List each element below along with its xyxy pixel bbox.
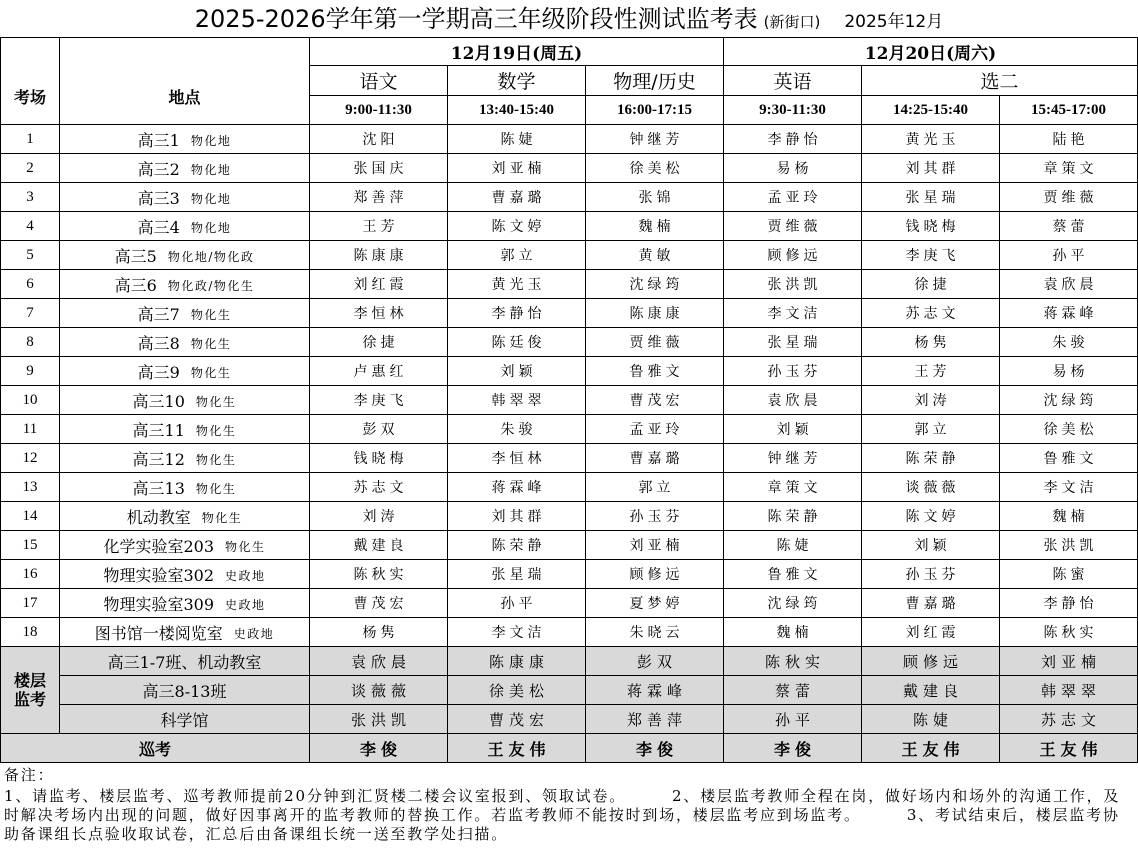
floor-proctor-math: 陈康康 xyxy=(448,647,586,676)
proctor-math: 刘亚楠 xyxy=(448,154,586,183)
room-location-name: 高三12 xyxy=(132,449,185,469)
room-location-name: 高三10 xyxy=(132,391,185,411)
room-location-name: 高三2 xyxy=(137,159,180,179)
room-track-combo: 史政地 xyxy=(225,597,266,612)
room-location xyxy=(60,386,310,415)
room-number: 14 xyxy=(1,502,60,531)
proctor-elective-2-session-2: 陈蜜 xyxy=(1000,560,1138,589)
room-column-label: 考场 xyxy=(13,87,46,107)
proctor-chinese: 戴建良 xyxy=(310,531,448,560)
room-location-name: 物理实验室309 xyxy=(103,594,215,614)
proctor-math: 李文洁 xyxy=(448,618,586,647)
proctor-chinese: 卢惠红 xyxy=(310,357,448,386)
room-location xyxy=(60,415,310,444)
patrol-proctor-chinese: 李俊 xyxy=(310,734,448,763)
proctor-elective-2-session-2: 朱骏 xyxy=(1000,328,1138,357)
proctor-chinese: 徐捷 xyxy=(310,328,448,357)
proctor-math: 蒋霖峰 xyxy=(448,473,586,502)
proctor-elective-2-session-2: 蔡蕾 xyxy=(1000,212,1138,241)
proctor-physics-history: 顾修远 xyxy=(586,560,724,589)
proctor-elective-2-session-1: 苏志文 xyxy=(862,299,1000,328)
proctor-english: 孟亚玲 xyxy=(724,183,862,212)
patrol-proctor-physics-history: 李俊 xyxy=(586,734,724,763)
time-elective-2-session-1: 14:25-15:40 xyxy=(862,96,1000,125)
proctor-chinese: 刘涛 xyxy=(310,502,448,531)
proctor-chinese: 陈秋实 xyxy=(310,560,448,589)
proctor-physics-history: 朱晓云 xyxy=(586,618,724,647)
floor-proctor-label: 楼层监考 xyxy=(13,671,46,709)
proctor-chinese: 杨隽 xyxy=(310,618,448,647)
room-track-combo: 物化生 xyxy=(195,423,237,438)
room-track-combo: 物化地 xyxy=(190,220,232,235)
room-location xyxy=(60,357,310,386)
room-location xyxy=(60,241,310,270)
room-track-combo: 物化生 xyxy=(225,539,266,554)
proctor-english: 李文洁 xyxy=(724,299,862,328)
room-location xyxy=(60,618,310,647)
room-location-name: 高三11 xyxy=(132,420,185,440)
proctor-elective-2-session-1: 谈薇薇 xyxy=(862,473,1000,502)
subject-chinese: 语文 xyxy=(310,66,448,96)
floor-proctor-chinese: 张洪凯 xyxy=(310,705,448,734)
floor-proctor-chinese: 袁欣晨 xyxy=(310,647,448,676)
floor-area: 高三1-7班、机动教室 xyxy=(60,647,310,676)
room-location-name: 化学实验室203 xyxy=(103,536,215,556)
patrol-proctor-english: 李俊 xyxy=(724,734,862,763)
room-location-name: 高三1 xyxy=(137,130,180,150)
proctor-physics-history: 夏梦婷 xyxy=(586,589,724,618)
notes-label: 备注： xyxy=(4,766,55,784)
proctor-english: 孙玉芬 xyxy=(724,357,862,386)
proctor-elective-2-session-2: 徐美松 xyxy=(1000,415,1138,444)
room-location xyxy=(60,531,310,560)
room-number: 4 xyxy=(1,212,60,241)
room-track-combo: 物化地/物化政 xyxy=(167,249,255,264)
room-number: 13 xyxy=(1,473,60,502)
proctor-elective-2-session-2: 贾维薇 xyxy=(1000,183,1138,212)
floor-proctor-physics-history: 彭双 xyxy=(586,647,724,676)
room-number: 12 xyxy=(1,444,60,473)
title-main: 2025-2026学年第一学期高三年级阶段性测试监考表 xyxy=(194,5,758,33)
proctor-elective-2-session-2: 张洪凯 xyxy=(1000,531,1138,560)
room-number: 10 xyxy=(1,386,60,415)
room-track-combo: 物化生 xyxy=(190,365,232,380)
floor-area: 科学馆 xyxy=(60,705,310,734)
room-number: 3 xyxy=(1,183,60,212)
subject-math: 数学 xyxy=(448,66,586,96)
proctor-elective-2-session-2: 沈绿筠 xyxy=(1000,386,1138,415)
proctor-math: 李恒林 xyxy=(448,444,586,473)
room-location-name: 高三3 xyxy=(137,188,180,208)
proctor-math: 张星瑞 xyxy=(448,560,586,589)
proctor-elective-2-session-1: 孙玉芬 xyxy=(862,560,1000,589)
room-track-combo: 史政地 xyxy=(233,626,275,641)
proctor-english: 易杨 xyxy=(724,154,862,183)
room-location xyxy=(60,270,310,299)
proctor-chinese: 陈康康 xyxy=(310,241,448,270)
notes-body xyxy=(4,787,1132,844)
proctor-chinese: 张国庆 xyxy=(310,154,448,183)
proctor-math: 刘其群 xyxy=(448,502,586,531)
proctor-math: 郭立 xyxy=(448,241,586,270)
room-track-combo: 物化地 xyxy=(190,191,232,206)
proctor-elective-2-session-1: 陈荣静 xyxy=(862,444,1000,473)
floor-proctor-header xyxy=(1,647,60,734)
proctor-elective-2-session-1: 郭立 xyxy=(862,415,1000,444)
room-number: 18 xyxy=(1,618,60,647)
room-number: 2 xyxy=(1,154,60,183)
proctor-english: 张星瑞 xyxy=(724,328,862,357)
room-track-combo: 物化生 xyxy=(195,394,237,409)
floor-proctor-english: 陈秋实 xyxy=(724,647,862,676)
room-track-combo: 物化地 xyxy=(190,133,232,148)
proctor-physics-history: 孙玉芬 xyxy=(586,502,724,531)
day-2-header: 12月20日(周六) xyxy=(724,38,1138,66)
proctor-english: 贾维薇 xyxy=(724,212,862,241)
room-location xyxy=(60,154,310,183)
room-location-name: 高三5 xyxy=(114,246,157,266)
proctor-physics-history: 郭立 xyxy=(586,473,724,502)
note-item: 3、考试结束后，楼层监考协助备课组长点验收取试卷，汇总后由备课组长统一送至教学处扫描。 xyxy=(4,806,1120,843)
proctor-english: 刘颖 xyxy=(724,415,862,444)
patrol-proctor-math: 王友伟 xyxy=(448,734,586,763)
floor-proctor-elective-2-session-2: 韩翠翠 xyxy=(1000,676,1138,705)
floor-proctor-elective-2-session-2: 苏志文 xyxy=(1000,705,1138,734)
time-math: 13:40-15:40 xyxy=(448,96,586,125)
subject-physics-history: 物理/历史 xyxy=(586,66,724,96)
time-elective-2-session-2: 15:45-17:00 xyxy=(1000,96,1138,125)
proctor-math: 李静怡 xyxy=(448,299,586,328)
room-location xyxy=(60,444,310,473)
proctor-elective-2-session-2: 陆艳 xyxy=(1000,125,1138,154)
room-track-combo: 物化生 xyxy=(195,481,237,496)
room-track-combo: 物化生 xyxy=(190,307,232,322)
floor-proctor-english: 蔡蕾 xyxy=(724,676,862,705)
time-english: 9:30-11:30 xyxy=(724,96,862,125)
proctor-elective-2-session-2: 魏楠 xyxy=(1000,502,1138,531)
room-location-name: 图书馆一楼阅览室 xyxy=(94,623,223,643)
floor-proctor-chinese: 谈薇薇 xyxy=(310,676,448,705)
proctor-physics-history: 孟亚玲 xyxy=(586,415,724,444)
proctor-english: 袁欣晨 xyxy=(724,386,862,415)
proctor-elective-2-session-1: 黄光玉 xyxy=(862,125,1000,154)
room-location-name: 物理实验室302 xyxy=(103,565,215,585)
room-location-name: 高三4 xyxy=(137,217,180,237)
room-number: 9 xyxy=(1,357,60,386)
proctor-english: 钟继芳 xyxy=(724,444,862,473)
floor-proctor-math: 曹茂宏 xyxy=(448,705,586,734)
room-number: 6 xyxy=(1,270,60,299)
room-number: 7 xyxy=(1,299,60,328)
room-location xyxy=(60,328,310,357)
proctor-english: 魏楠 xyxy=(724,618,862,647)
room-location-name: 高三7 xyxy=(137,304,180,324)
proctor-elective-2-session-1: 张星瑞 xyxy=(862,183,1000,212)
proctor-chinese: 沈阳 xyxy=(310,125,448,154)
room-track-combo: 物化生 xyxy=(195,452,237,467)
room-location xyxy=(60,183,310,212)
proctor-elective-2-session-1: 徐捷 xyxy=(862,270,1000,299)
proctor-math: 陈荣静 xyxy=(448,531,586,560)
proctor-elective-2-session-2: 李静怡 xyxy=(1000,589,1138,618)
location-column-label: 地点 xyxy=(168,87,201,107)
floor-proctor-math: 徐美松 xyxy=(448,676,586,705)
proctor-chinese: 苏志文 xyxy=(310,473,448,502)
proctor-math: 刘颖 xyxy=(448,357,586,386)
proctor-english: 李静怡 xyxy=(724,125,862,154)
proctor-english: 陈婕 xyxy=(724,531,862,560)
room-location xyxy=(60,473,310,502)
room-location xyxy=(60,299,310,328)
floor-area: 高三8-13班 xyxy=(60,676,310,705)
proctor-elective-2-session-1: 王芳 xyxy=(862,357,1000,386)
floor-proctor-elective-2-session-1: 戴建良 xyxy=(862,676,1000,705)
patrol-proctor-elective-2-session-2: 王友伟 xyxy=(1000,734,1138,763)
proctor-elective-2-session-2: 袁欣晨 xyxy=(1000,270,1138,299)
proctor-elective-2-session-1: 杨隽 xyxy=(862,328,1000,357)
proctor-physics-history: 徐美松 xyxy=(586,154,724,183)
page-title xyxy=(0,0,1138,37)
proctor-english: 鲁雅文 xyxy=(724,560,862,589)
patrol-proctor-elective-2-session-1: 王友伟 xyxy=(862,734,1000,763)
proctor-elective-2-session-2: 易杨 xyxy=(1000,357,1138,386)
proctor-elective-2-session-2: 陈秋实 xyxy=(1000,618,1138,647)
proctor-math: 陈廷俊 xyxy=(448,328,586,357)
proctor-math: 陈婕 xyxy=(448,125,586,154)
room-track-combo: 物化生 xyxy=(190,336,232,351)
room-number: 16 xyxy=(1,560,60,589)
proctor-chinese: 李庚飞 xyxy=(310,386,448,415)
room-number: 8 xyxy=(1,328,60,357)
proctor-physics-history: 黄敏 xyxy=(586,241,724,270)
proctor-physics-history: 陈康康 xyxy=(586,299,724,328)
proctor-math: 朱骏 xyxy=(448,415,586,444)
proctor-english: 陈荣静 xyxy=(724,502,862,531)
note-item: 1、请监考、楼层监考、巡考教师提前20分钟到汇贤楼二楼会议室报到、领取试卷。 xyxy=(4,787,627,805)
subject-elective-2: 选二 xyxy=(862,66,1138,96)
note-item: 2、楼层监考教师全程在岗，做好场内和场外的沟通工作，及时解决考场内出现的问题，做好因事离开的监考教师的替换工作。若监考教师不能按时到场，楼层监考应到场监考。 xyxy=(4,787,1121,824)
proctor-physics-history: 魏楠 xyxy=(586,212,724,241)
patrol-label: 巡考 xyxy=(1,734,310,763)
room-number: 5 xyxy=(1,241,60,270)
proctor-elective-2-session-1: 陈文婷 xyxy=(862,502,1000,531)
proctor-english: 张洪凯 xyxy=(724,270,862,299)
proctor-math: 韩翠翠 xyxy=(448,386,586,415)
proctor-math: 孙平 xyxy=(448,589,586,618)
room-location xyxy=(60,589,310,618)
proctor-physics-history: 沈绿筠 xyxy=(586,270,724,299)
floor-proctor-elective-2-session-1: 陈婕 xyxy=(862,705,1000,734)
proctor-chinese: 曹茂宏 xyxy=(310,589,448,618)
proctor-elective-2-session-1: 刘颖 xyxy=(862,531,1000,560)
room-location xyxy=(60,212,310,241)
proctor-chinese: 刘红霞 xyxy=(310,270,448,299)
proctor-physics-history: 钟继芳 xyxy=(586,125,724,154)
proctor-english: 沈绿筠 xyxy=(724,589,862,618)
room-location-name: 机动教室 xyxy=(126,507,191,527)
proctor-elective-2-session-1: 李庚飞 xyxy=(862,241,1000,270)
floor-proctor-physics-history: 蒋霖峰 xyxy=(586,676,724,705)
room-location xyxy=(60,125,310,154)
proctor-elective-2-session-1: 刘涛 xyxy=(862,386,1000,415)
proctor-chinese: 彭双 xyxy=(310,415,448,444)
proctor-chinese: 钱晓梅 xyxy=(310,444,448,473)
proctor-elective-2-session-2: 鲁雅文 xyxy=(1000,444,1138,473)
proctor-chinese: 王芳 xyxy=(310,212,448,241)
title-date: 2025年12月 xyxy=(844,12,944,32)
proctor-physics-history: 张锦 xyxy=(586,183,724,212)
proctor-elective-2-session-2: 孙平 xyxy=(1000,241,1138,270)
floor-proctor-elective-2-session-2: 刘亚楠 xyxy=(1000,647,1138,676)
room-number: 15 xyxy=(1,531,60,560)
proctor-math: 陈文婷 xyxy=(448,212,586,241)
room-location xyxy=(60,560,310,589)
floor-proctor-elective-2-session-1: 顾修远 xyxy=(862,647,1000,676)
proctor-elective-2-session-2: 章策文 xyxy=(1000,154,1138,183)
proctor-elective-2-session-1: 钱晓梅 xyxy=(862,212,1000,241)
proctor-english: 章策文 xyxy=(724,473,862,502)
room-location xyxy=(60,502,310,531)
day-1-header: 12月19日(周五) xyxy=(310,38,724,66)
room-track-combo: 物化政/物化生 xyxy=(167,278,255,293)
title-campus: (新街口) xyxy=(763,13,821,31)
floor-proctor-physics-history: 郑善萍 xyxy=(586,705,724,734)
room-location-name: 高三13 xyxy=(132,478,185,498)
room-location-name: 高三9 xyxy=(137,362,180,382)
proctor-physics-history: 曹嘉璐 xyxy=(586,444,724,473)
subject-english: 英语 xyxy=(724,66,862,96)
proctor-schedule-table xyxy=(0,37,1138,763)
proctor-physics-history: 鲁雅文 xyxy=(586,357,724,386)
proctor-elective-2-session-1: 刘红霞 xyxy=(862,618,1000,647)
proctor-elective-2-session-2: 蒋霖峰 xyxy=(1000,299,1138,328)
proctor-chinese: 李恒林 xyxy=(310,299,448,328)
room-location-name: 高三6 xyxy=(114,275,157,295)
proctor-physics-history: 曹茂宏 xyxy=(586,386,724,415)
proctor-elective-2-session-1: 曹嘉璐 xyxy=(862,589,1000,618)
proctor-chinese: 郑善萍 xyxy=(310,183,448,212)
room-column-header xyxy=(1,38,60,125)
proctor-elective-2-session-1: 刘其群 xyxy=(862,154,1000,183)
time-physics-history: 16:00-17:15 xyxy=(586,96,724,125)
proctor-math: 曹嘉璐 xyxy=(448,183,586,212)
proctor-elective-2-session-2: 李文洁 xyxy=(1000,473,1138,502)
proctor-math: 黄光玉 xyxy=(448,270,586,299)
room-track-combo: 史政地 xyxy=(225,568,266,583)
room-number: 17 xyxy=(1,589,60,618)
location-column-header xyxy=(60,38,310,125)
room-track-combo: 物化地 xyxy=(190,162,232,177)
proctor-physics-history: 贾维薇 xyxy=(586,328,724,357)
floor-proctor-english: 孙平 xyxy=(724,705,862,734)
proctor-physics-history: 刘亚楠 xyxy=(586,531,724,560)
proctor-english: 顾修远 xyxy=(724,241,862,270)
room-number: 11 xyxy=(1,415,60,444)
room-location-name: 高三8 xyxy=(137,333,180,353)
room-track-combo: 物化生 xyxy=(201,510,243,525)
time-chinese: 9:00-11:30 xyxy=(310,96,448,125)
notes-section xyxy=(0,763,1138,850)
room-number: 1 xyxy=(1,125,60,154)
